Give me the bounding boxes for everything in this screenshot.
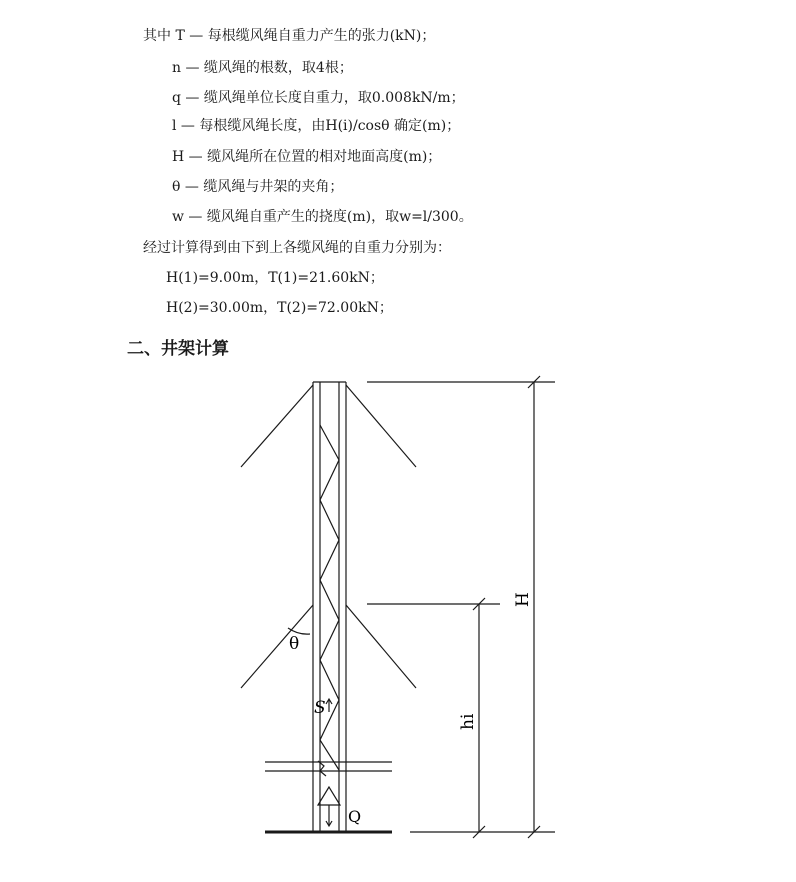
label-h-i: hi <box>458 713 478 730</box>
para-tension-definition: 其中 T — 每根缆风绳自重力产生的张力(kN)； <box>143 28 436 44</box>
para-height: H — 缆风绳所在位置的相对地面高度(m)； <box>172 149 442 165</box>
label-h-total: H <box>513 592 533 607</box>
label-theta: θ <box>289 634 300 654</box>
para-unit-weight: q — 缆风绳单位长度自重力，取0.008kN/m； <box>172 90 465 106</box>
result-row-2: H(2)=30.00m，T(2)=72.00kN； <box>166 300 393 316</box>
hoist-block <box>318 787 340 805</box>
lattice-bracing <box>320 425 339 770</box>
result-row-1: H(1)=9.00m，T(1)=21.60kN； <box>166 270 384 286</box>
label-s: S <box>314 698 326 718</box>
guy-rope-lower-right <box>346 605 416 688</box>
guy-rope-upper-right <box>346 385 416 467</box>
para-deflection: w — 缆风绳自重产生的挠度(m)，取w=l/300。 <box>172 209 473 225</box>
section-heading: 二、井架计算 <box>127 339 229 359</box>
para-rope-length: l — 每根缆风绳长度，由H(i)/cosθ 确定(m)； <box>172 118 461 134</box>
para-calc-intro: 经过计算得到由下到上各缆风绳的自重力分别为： <box>143 240 451 256</box>
label-q: Q <box>348 807 362 826</box>
derrick-diagram <box>0 360 796 882</box>
guy-rope-upper-left <box>241 385 313 467</box>
para-angle: θ — 缆风绳与井架的夹角； <box>172 179 344 195</box>
break-zigzag <box>318 761 326 776</box>
para-rope-count: n — 缆风绳的根数，取4根； <box>172 60 353 76</box>
guy-rope-lower-left <box>241 605 313 688</box>
